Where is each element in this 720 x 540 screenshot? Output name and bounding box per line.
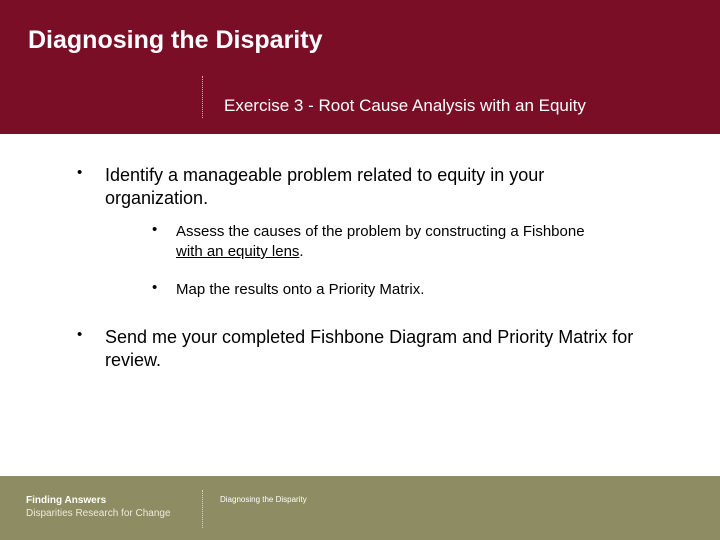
- bullet-1-text: Identify a manageable problem related to equity in your organization.: [105, 165, 545, 208]
- bullet-dot: •: [77, 326, 83, 343]
- slide-footer: [0, 476, 720, 540]
- sub-bullet-1-underlined: with an equity lens: [176, 243, 300, 260]
- sub-bullet-1-end: .: [299, 243, 304, 260]
- sub-bullet-1-text: Assess the causes of the problem by constructing a Fishbone: [176, 223, 585, 240]
- bullet-dot: •: [77, 164, 83, 181]
- sub-bullet-item-1: [152, 221, 606, 262]
- slide-header: [0, 0, 720, 134]
- sub-bullet-2-text: Map the results onto a Priority Matrix.: [176, 281, 425, 298]
- sub-bullet-item-2: [152, 279, 606, 300]
- bullet-item-1: [77, 164, 625, 210]
- slide-subtitle: Exercise 3 - Root Cause Analysis with an Equity: [224, 96, 586, 115]
- footer-divider: [202, 490, 203, 528]
- bullet-dot: •: [152, 279, 158, 296]
- header-divider: [202, 76, 203, 118]
- slide-title: Diagnosing the Disparity: [28, 26, 323, 54]
- footer-logo-tagline: Disparities Research for Change: [26, 508, 171, 519]
- footer-title: Diagnosing the Disparity: [220, 495, 307, 504]
- bullet-item-2: [77, 326, 635, 372]
- footer-logo-title: Finding Answers: [26, 495, 107, 506]
- bullet-dot: •: [152, 221, 158, 238]
- bullet-2-text: Send me your completed Fishbone Diagram and Priority Matrix for review.: [105, 327, 634, 370]
